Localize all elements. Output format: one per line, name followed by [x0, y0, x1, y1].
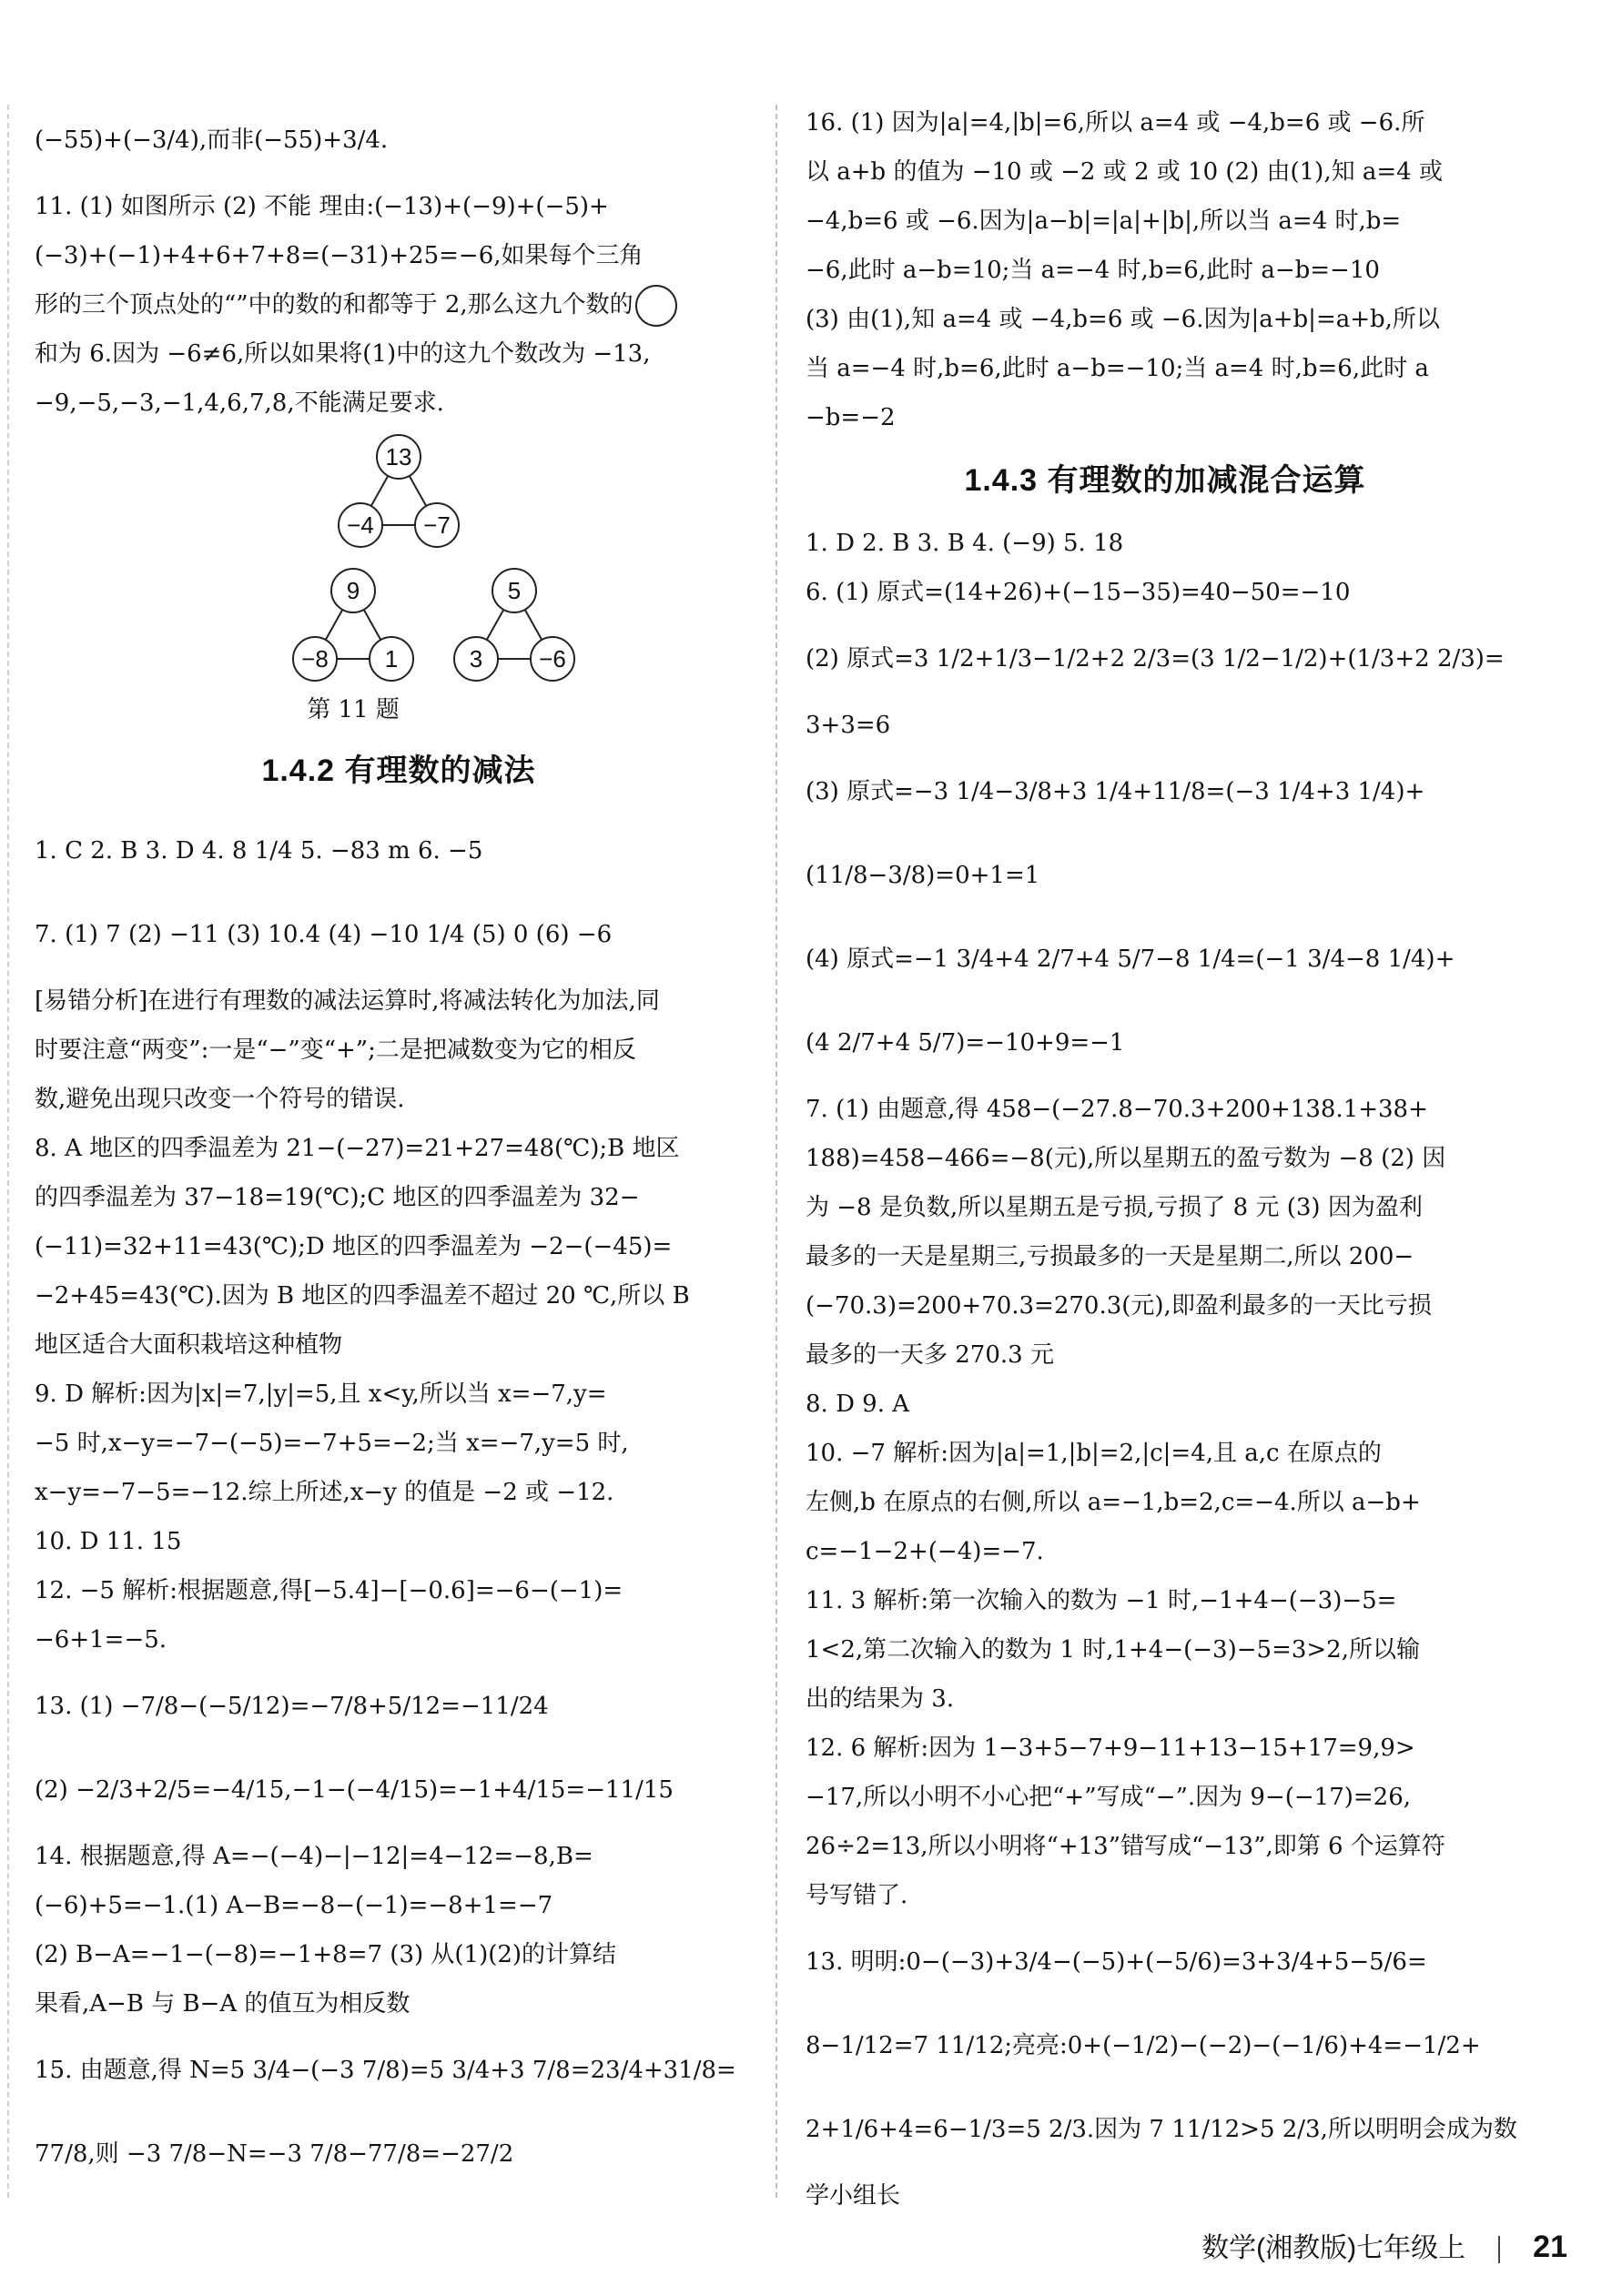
- column-divider: [776, 105, 777, 2198]
- text-line: 188)=458−466=−8(元),所以星期五的盈亏数为 −8 (2) 因: [806, 1145, 1446, 1172]
- text-line: 以 a+b 的值为 −10 或 −2 或 2 或 10 (2) 由(1),知 a=4 或: [806, 158, 1443, 186]
- text-line: 学小组长: [806, 2182, 901, 2210]
- text-line: (2) B−A=−1−(−8)=−1+8=7 (3) 从(1)(2)的计算结: [35, 1941, 617, 1968]
- text-line: 的四季温差为 37−18=19(℃);C 地区的四季温差为 32−: [35, 1184, 640, 1211]
- q13-line: 13. 明明:0−(−3)+3/4−(−5)+(−5/6)=3+3/4+5−5/6=: [806, 1948, 1427, 1976]
- text-line: −9,−5,−3,−1,4,6,7,8,不能满足要求.: [35, 389, 444, 417]
- node-label: −7: [423, 511, 451, 539]
- text-line: 时要注意“两变”:一是“−”变“+”;二是把减数变为它的相反: [35, 1037, 636, 1064]
- text-line: (4 2/7+4 5/7)=−10+9=−1: [806, 1029, 1125, 1057]
- right-column: [806, 98, 1525, 2220]
- text-line: (11/8−3/8)=0+1=1: [806, 862, 1040, 889]
- text-line: c=−1−2+(−4)=−7.: [806, 1538, 1044, 1565]
- node-label: 9: [346, 577, 360, 604]
- node-label: −6: [539, 645, 566, 673]
- text-line: (4) 原式=−1 3/4+4 2/7+4 5/7−8 1/4=(−1 3/4−8 1/4)+: [806, 946, 1455, 973]
- q11-line: 11. 3 解析:第一次输入的数为 −1 时,−1+4−(−3)−5=: [806, 1587, 1397, 1614]
- text-line: (−6)+5=−1.(1) A−B=−8−(−1)=−8+1=−7: [35, 1892, 553, 1919]
- text-line: 最多的一天是星期三,亏损最多的一天是星期二,所以 200−: [806, 1243, 1414, 1270]
- text-line: 地区适合大面积栽培这种植物: [35, 1331, 343, 1359]
- text-line: 77/8,则 −3 7/8−N=−3 7/8−77/8=−27/2: [35, 2140, 514, 2168]
- section-title: 1.4.3 有理数的加减混合运算: [964, 463, 1366, 498]
- text-line: −6+1=−5.: [35, 1626, 167, 1654]
- answer-line: 1. D 2. B 3. B 4. (−9) 5. 18: [806, 530, 1124, 557]
- text-line: −2+45=43(℃).因为 B 地区的四季温差不超过 20 ℃,所以 B: [35, 1282, 690, 1310]
- q9-line: 9. D 解析:因为|x|=7,|y|=5,且 x<y,所以当 x=−7,y=: [35, 1381, 607, 1408]
- text-line: 3+3=6: [806, 712, 891, 739]
- page-number: 21: [1533, 2230, 1567, 2264]
- q13-line: 13. (1) −7/8−(−5/12)=−7/8+5/12=−11/24: [35, 1693, 549, 1720]
- text-line: 出的结果为 3.: [806, 1685, 955, 1713]
- text-line: −17,所以小明不小心把“+”写成“−”.因为 9−(−17)=26,: [806, 1784, 1412, 1811]
- text-line: (−70.3)=200+70.3=270.3(元),即盈利最多的一天比亏损: [806, 1292, 1432, 1320]
- q10-line: 10. −7 解析:因为|a|=1,|b|=2,|c|=4,且 a,c 在原点的: [806, 1440, 1382, 1467]
- answer-line: 8. D 9. A: [806, 1391, 910, 1418]
- text-line: 2+1/6+4=6−1/3=5 2/3.因为 7 11/12>5 2/3,所以明明会成为数: [806, 2116, 1517, 2143]
- text-line: x−y=−7−5=−12.综上所述,x−y 的值是 −2 或 −12.: [35, 1479, 614, 1506]
- q12-line: 12. −5 解析:根据题意,得[−5.4]−[−0.6]=−6−(−1)=: [35, 1577, 623, 1604]
- text-line: 果看,A−B 与 B−A 的值互为相反数: [35, 1990, 411, 2018]
- node-label: 1: [384, 645, 399, 673]
- circle-icon: [635, 285, 677, 327]
- answer-line: 7. (1) 7 (2) −11 (3) 10.4 (4) −10 1/4 (5) 0 (6) −6: [35, 921, 613, 948]
- text-line: −b=−2: [806, 404, 896, 431]
- text-line: 数,避免出现只改变一个符号的错误.: [35, 1086, 405, 1113]
- q16-line: 16. (1) 因为|a|=4,|b|=6,所以 a=4 或 −4,b=6 或 −6.所: [806, 109, 1425, 137]
- q11-figure: [35, 428, 763, 733]
- text-line: [35, 280, 763, 329]
- text-line: 当 a=−4 时,b=6,此时 a−b=−10;当 a=4 时,b=6,此时 a: [806, 355, 1429, 382]
- text-line: −4,b=6 或 −6.因为|a−b|=|a|+|b|,所以当 a=4 时,b=: [806, 207, 1402, 235]
- text-line: (2) 原式=3 1/2+1/3−1/2+2 2/3=(3 1/2−1/2)+(1/3+2 2/3)=: [806, 645, 1505, 673]
- figure-caption: 第 11 题: [307, 696, 400, 723]
- text-line: (3) 由(1),知 a=4 或 −4,b=6 或 −6.因为|a+b|=a+b,所以: [806, 306, 1440, 333]
- q15-line: 15. 由题意,得 N=5 3/4−(−3 7/8)=5 3/4+3 7/8=23/4+31/8=: [35, 2057, 736, 2084]
- text-line: 为 −8 是负数,所以星期五是亏损,亏损了 8 元 (3) 因为盈利: [806, 1194, 1423, 1221]
- q6-line: 6. (1) 原式=(14+26)+(−15−35)=40−50=−10: [806, 579, 1351, 606]
- q7-line: 7. (1) 由题意,得 458−(−27.8−70.3+200+138.1+38+: [806, 1096, 1428, 1123]
- text-line: 和为 6.因为 −6≠6,所以如果将(1)中的这九个数改为 −13,: [35, 340, 651, 368]
- footer-subject: 数学(湘教版)七年级上: [1201, 2233, 1466, 2263]
- error-analysis-line: [易错分析]在进行有理数的减法运算时,将减法转化为加法,同: [35, 987, 660, 1015]
- text-line: 最多的一天多 270.3 元: [806, 1341, 1054, 1369]
- text-line: −6,此时 a−b=10;当 a=−4 时,b=6,此时 a−b=−10: [806, 257, 1380, 284]
- text-line: (−3)+(−1)+4+6+7+8=(−31)+25=−6,如果每个三角: [35, 242, 644, 269]
- node-label: 13: [385, 443, 412, 470]
- q11-line: 11. (1) 如图所示 (2) 不能 理由:(−13)+(−9)+(−5)+: [35, 193, 609, 220]
- left-edge-rule: [7, 105, 9, 2198]
- q8-line: 8. A 地区的四季温差为 21−(−27)=21+27=48(℃);B 地区: [35, 1135, 680, 1162]
- q14-line: 14. 根据题意,得 A=−(−4)−|−12|=4−12=−8,B=: [35, 1843, 593, 1870]
- node-label: 3: [469, 645, 483, 673]
- answer-line: 1. C 2. B 3. D 4. 8 1/4 5. −83 m 6. −5: [35, 837, 483, 865]
- q12-line: 12. 6 解析:因为 1−3+5−7+9−11+13−15+17=9,9>: [806, 1735, 1415, 1762]
- text-line: −5 时,x−y=−7−(−5)=−7+5=−2;当 x=−7,y=5 时,: [35, 1430, 629, 1457]
- text-line: 左侧,b 在原点的右侧,所以 a=−1,b=2,c=−4.所以 a−b+: [806, 1489, 1421, 1516]
- text-line: (−11)=32+11=43(℃);D 地区的四季温差为 −2−(−45)=: [35, 1233, 673, 1260]
- text-line: 号写错了.: [806, 1882, 908, 1909]
- text-line: (2) −2/3+2/5=−4/15,−1−(−4/15)=−1+4/15=−11/15: [35, 1776, 674, 1804]
- text-line: (−55)+(−3/4),而非(−55)+3/4.: [35, 126, 389, 154]
- text-line: (3) 原式=−3 1/4−3/8+3 1/4+11/8=(−3 1/4+3 1/4)+: [806, 778, 1425, 805]
- node-label: 5: [507, 577, 522, 604]
- text-line: 8−1/12=7 11/12;亮亮:0+(−1/2)−(−2)−(−1/6)+4=−1/2+: [806, 2032, 1481, 2059]
- text-line: 1<2,第二次输入的数为 1 时,1+4−(−3)−5=3>2,所以输: [806, 1636, 1420, 1664]
- section-title: 1.4.2 有理数的减法: [261, 754, 536, 788]
- node-label: −4: [347, 511, 374, 539]
- page-footer: [1201, 2225, 1567, 2265]
- text-line: 26÷2=13,所以小明将“+13”错写成“−13”,即第 6 个运算符: [806, 1833, 1445, 1860]
- answer-line: 10. D 11. 15: [35, 1528, 182, 1555]
- footer-separator: [1498, 2236, 1500, 2263]
- node-label: −8: [301, 645, 329, 673]
- triangle-diagram: [235, 431, 566, 695]
- text-line: 形的三个顶点处的“”中的数的和都等于 2,那么这九个数的: [35, 291, 634, 319]
- left-column: [35, 98, 763, 2196]
